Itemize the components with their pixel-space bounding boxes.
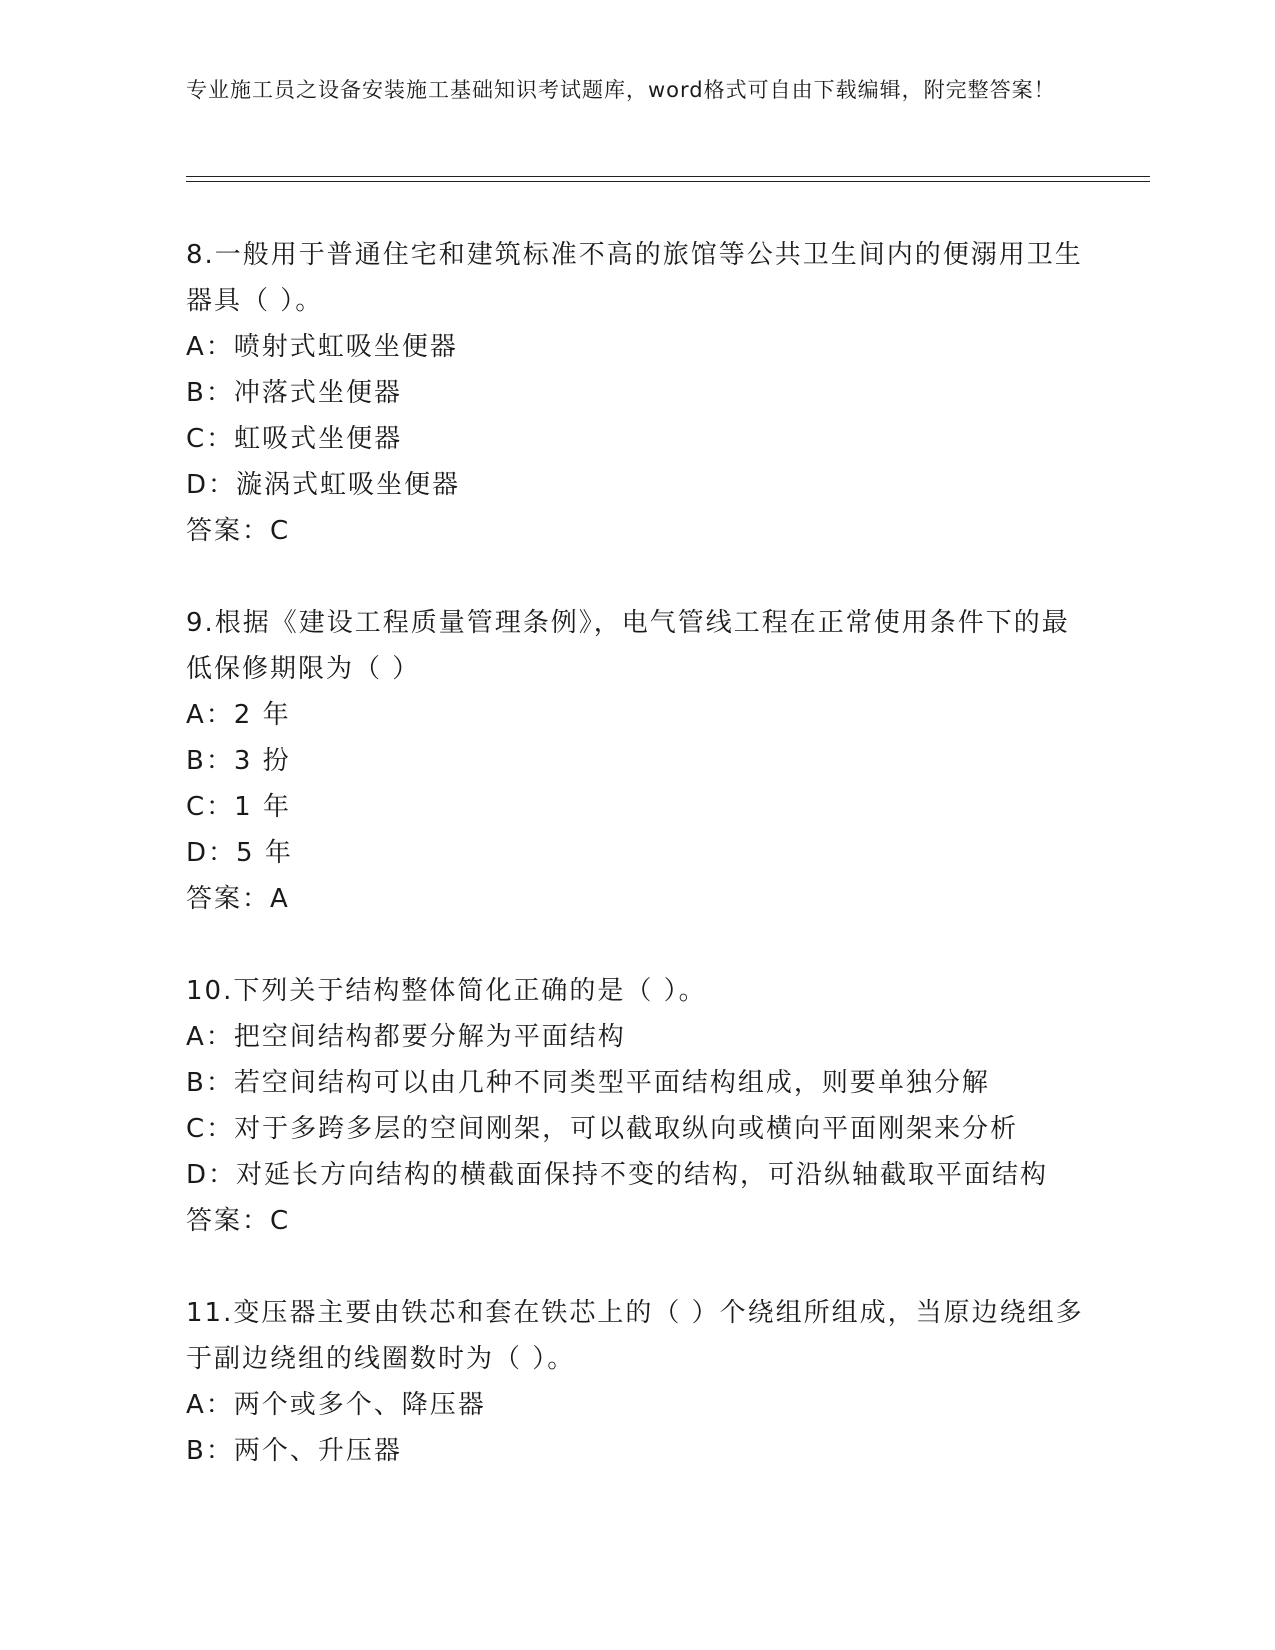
question-stem: 8.一般用于普通住宅和建筑标准不高的旅馆等公共卫生间内的便溺用卫生器具（ ）。 [186,240,1083,316]
question-11 [186,1290,1086,1474]
option-d: D：漩涡式虹吸坐便器 [186,470,461,500]
header-text: 专业施工员之设备安装施工基础知识考试题库，word格式可自由下载编辑，附完整答案！ [186,78,1056,102]
option-b: B：冲落式坐便器 [186,378,402,408]
option-c: C：虹吸式坐便器 [186,424,403,454]
option-a: A：把空间结构都要分解为平面结构 [186,1022,626,1052]
option-d: D：对延长方向结构的横截面保持不变的结构，可沿纵轴截取平面结构 [186,1160,1049,1190]
option-c: C：对于多跨多层的空间刚架，可以截取纵向或横向平面刚架来分析 [186,1114,1019,1144]
option-a: A：喷射式虹吸坐便器 [186,332,458,362]
option-b: B：若空间结构可以由几种不同类型平面结构组成，则要单独分解 [186,1068,990,1098]
question-stem: 10.下列关于结构整体简化正确的是（ ）。 [186,976,707,1006]
question-9 [186,600,1086,922]
option-b: B：两个、升压器 [186,1436,402,1466]
option-a: A：2 年 [186,700,291,730]
answer: 答案：C [186,516,291,546]
question-8 [186,232,1086,554]
option-a: A：两个或多个、降压器 [186,1390,486,1420]
question-stem: 11.变压器主要由铁芯和套在铁芯上的（ ）个绕组所组成，当原边绕组多于副边绕组的线圈数时为（ ）。 [186,1298,1084,1374]
question-list [186,232,1086,1520]
header-divider-bottom [186,181,1150,182]
header-divider-top [186,176,1150,177]
answer: 答案：C [186,1206,291,1236]
option-c: C：1 年 [186,792,291,822]
question-stem: 9.根据《建设工程质量管理条例》，电气管线工程在正常使用条件下的最低保修期限为（ ） [186,608,1070,684]
document-header [186,72,1066,108]
option-d: D：5 年 [186,838,293,868]
answer: 答案：A [186,884,290,914]
option-b: B：3 扮 [186,746,291,776]
question-10 [186,968,1086,1244]
